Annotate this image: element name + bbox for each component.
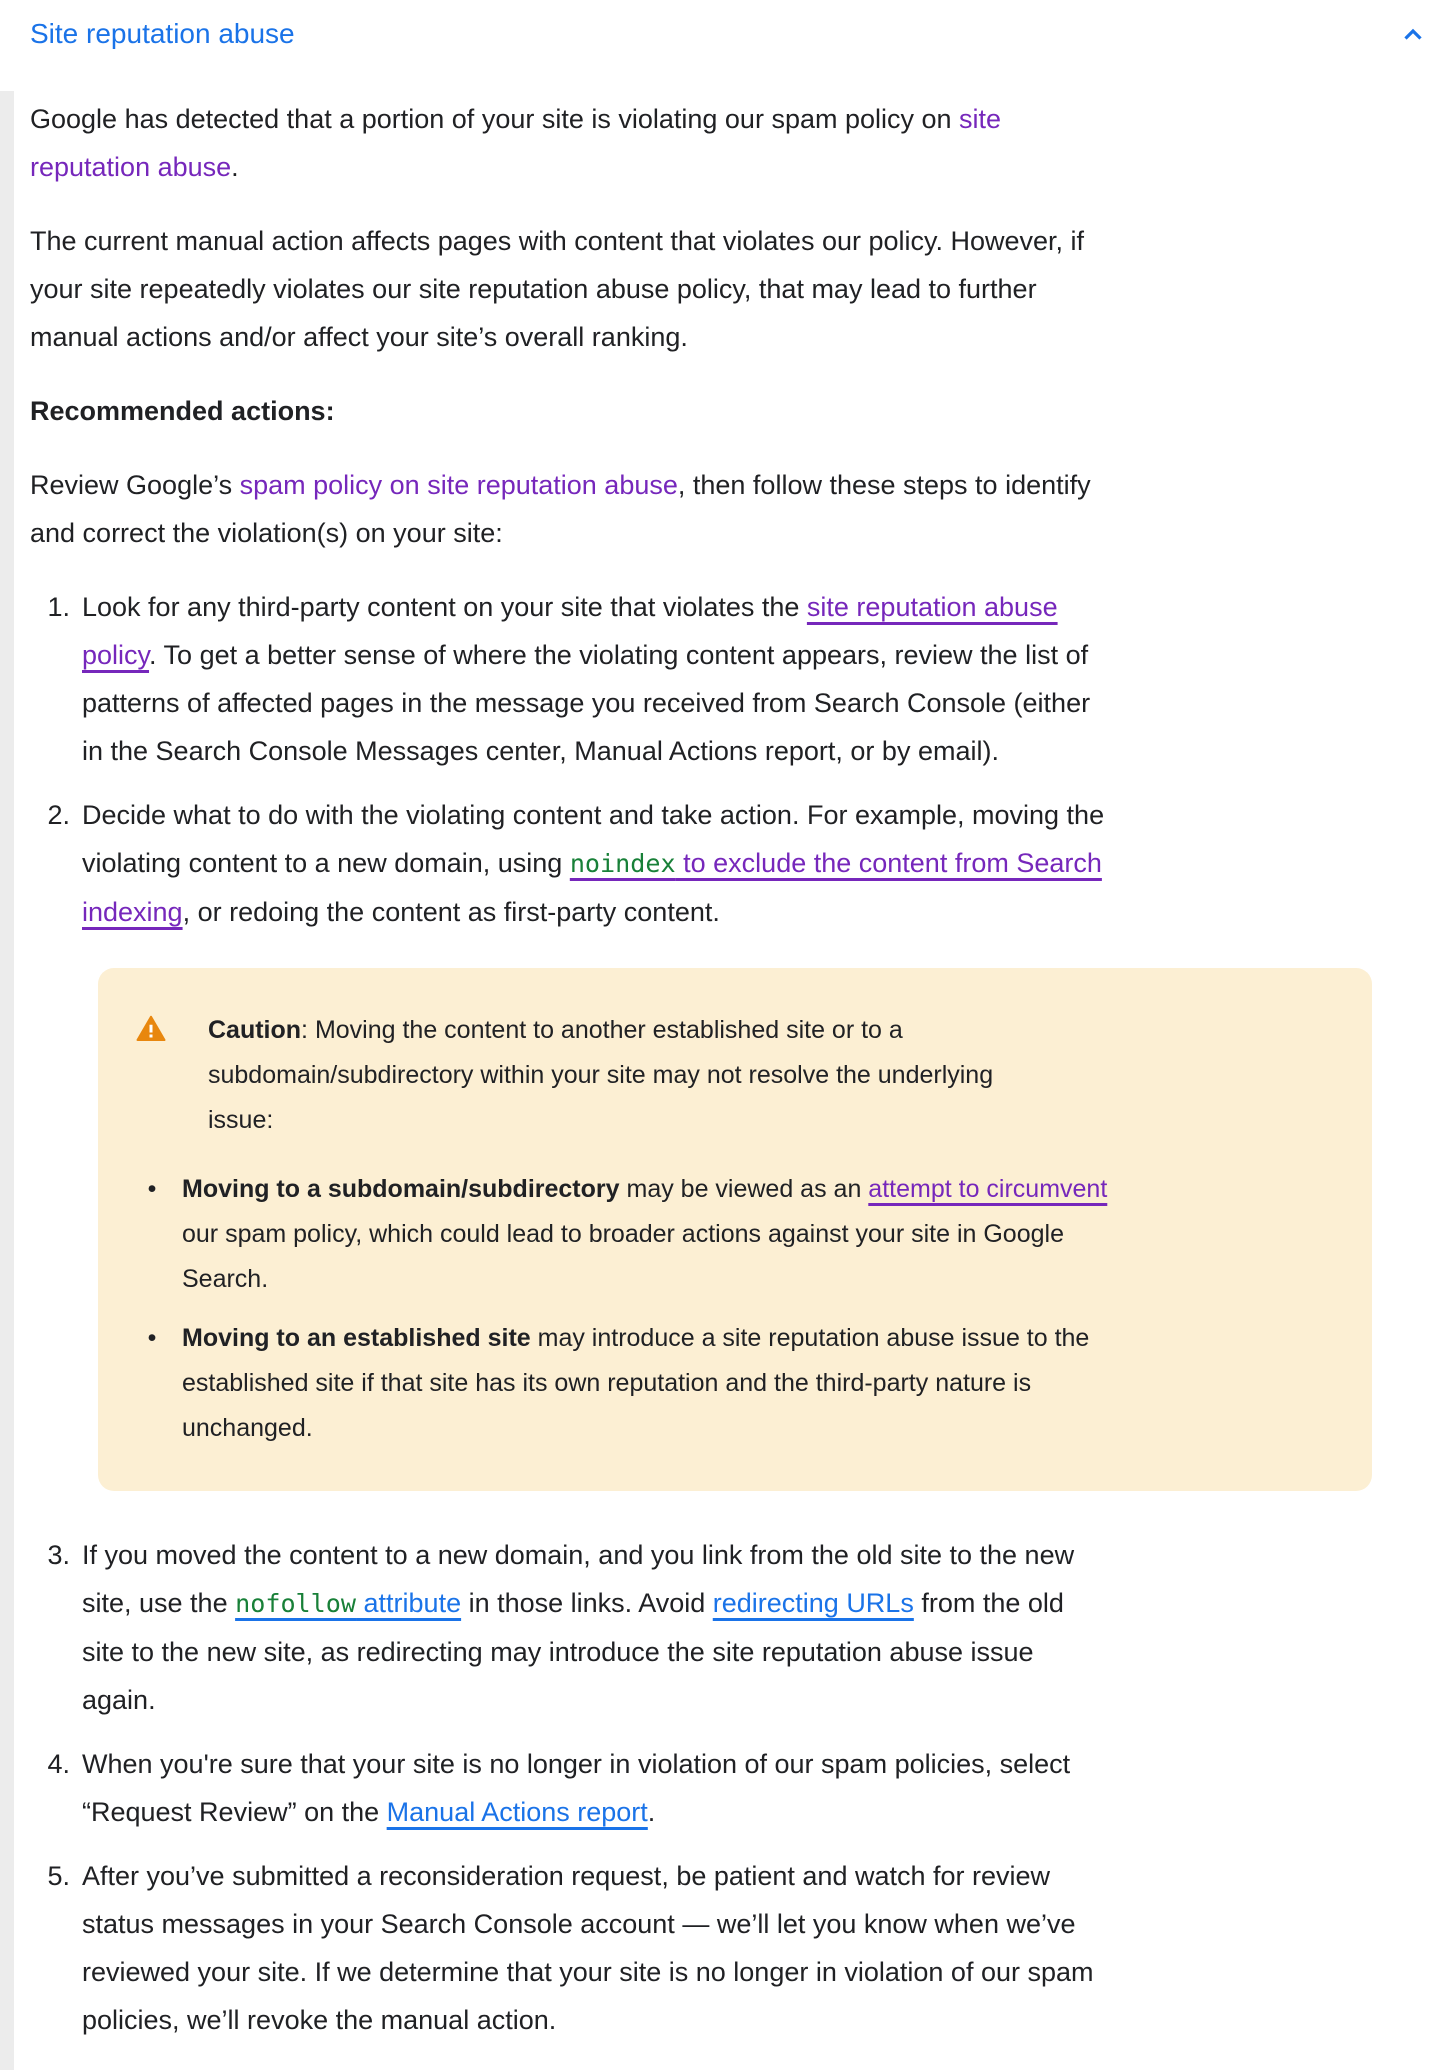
recommended-actions-heading xyxy=(30,387,1110,435)
text-segment: Recommended actions: xyxy=(30,396,335,426)
inline-link[interactable]: site reputation abuse xyxy=(30,104,1002,182)
step-item-2 xyxy=(30,791,1454,936)
inline-link[interactable]: spam policy on site reputation abuse xyxy=(239,470,678,500)
text-segment: . xyxy=(231,152,239,182)
inline-link[interactable]: Manual Actions report xyxy=(386,1797,648,1827)
text-segment: Look for any third-party content on your site that violates the xyxy=(82,592,807,622)
text-segment: The current manual action affects pages with content that violates our policy. However, if your site repeatedly violates our site reputation abuse policy, that may lead to further manual actions and/or affect your site’s overall ranking. xyxy=(30,226,1085,352)
step-item-5 xyxy=(30,1852,1454,2044)
step-item-3 xyxy=(30,1531,1454,1724)
section-title[interactable]: Site reputation abuse xyxy=(30,18,295,49)
caution-bullet xyxy=(146,1167,1332,1302)
inline-link[interactable]: site reputation abuse policy xyxy=(82,592,1058,670)
caution-box xyxy=(98,968,1372,1491)
step-number: 2. xyxy=(47,800,70,830)
caution-header xyxy=(136,1008,1332,1143)
steps-list-3-5 xyxy=(30,1531,1454,2044)
caution-bullet xyxy=(146,1316,1332,1451)
step-number: 3. xyxy=(47,1540,70,1570)
step-text xyxy=(82,1531,1112,1724)
bullet-marker: • xyxy=(147,1324,157,1352)
collapse-section-button[interactable] xyxy=(1396,18,1430,55)
bullet-marker: • xyxy=(147,1175,157,1203)
text-segment: may introduce a site reputation abuse issue to the established site if that site has its own reputation and the third-party nature is unchanged. xyxy=(182,1324,1090,1442)
section-content-panel xyxy=(0,91,1454,2070)
steps-list-1-2 xyxy=(30,583,1454,936)
text-segment: When you're sure that your site is no longer in violation of our spam policies, select “Request Review” on the xyxy=(82,1749,1071,1827)
text-segment: Review Google’s xyxy=(30,470,240,500)
section-header xyxy=(0,0,1454,65)
paragraph-intro xyxy=(30,95,1110,191)
text-segment: : Moving the content to another established site or to a subdomain/subdirectory within your site may not resolve the underlying issue: xyxy=(208,1016,994,1134)
paragraph-current-action xyxy=(30,217,1110,361)
paragraph-review-intro xyxy=(30,461,1110,557)
step-item-1 xyxy=(30,583,1454,775)
text-segment: our spam policy, which could lead to broader actions against your site in Google Search. xyxy=(182,1220,1064,1293)
text-segment: Moving to a subdomain/subdirectory xyxy=(182,1175,620,1203)
inline-link[interactable]: to exclude the content from Search indexing xyxy=(82,848,1102,927)
text-segment: If you moved the content to a new domain, and you link from the old site to the new site, use the xyxy=(82,1540,1075,1618)
text-segment: Caution xyxy=(208,1016,302,1044)
caution-bullet-list xyxy=(136,1167,1332,1451)
step-item-4 xyxy=(30,1740,1454,1836)
text-segment: Google has detected that a portion of your site is violating our spam policy on xyxy=(30,104,960,134)
inline-link[interactable]: redirecting URLs xyxy=(712,1588,914,1618)
text-segment: in those links. Avoid xyxy=(461,1588,713,1618)
caution-bullet-text xyxy=(182,1316,1117,1451)
text-segment: may be viewed as an xyxy=(619,1175,869,1203)
chevron-up-icon xyxy=(1398,38,1428,53)
caution-bullet-text xyxy=(182,1167,1117,1302)
text-segment: , or redoing the content as first-party content. xyxy=(182,897,720,927)
step-text xyxy=(82,1740,1112,1836)
text-segment: Moving to an established site xyxy=(182,1324,531,1352)
text-segment: . To get a better sense of where the violating content appears, review the list of patterns of affected pages in the message you received from Search Console (either in the Search Console Messages center, Manual Actions report, or by email). xyxy=(82,640,1091,766)
indent-bar xyxy=(0,91,14,2070)
caution-text xyxy=(208,1008,1013,1143)
step-number: 4. xyxy=(47,1749,70,1779)
warning-icon xyxy=(136,1014,166,1044)
text-segment: After you’ve submitted a reconsideration request, be patient and watch for review status messages in your Search Console account — we’ll let you know when we’ve reviewed your site. If we determine that your site is no longer in violation of our spam policies, we’ll revoke the manual action. xyxy=(82,1861,1094,2035)
inline-link[interactable]: noindex xyxy=(569,849,676,878)
inline-link[interactable]: attempt to circumvent xyxy=(868,1175,1108,1203)
step-text xyxy=(82,583,1112,775)
text-segment: from the old site to the new site, as redirecting may introduce the site reputation abuse issue again. xyxy=(82,1588,1064,1715)
text-segment: Decide what to do with the violating content and take action. For example, moving the violating content to a new domain, using xyxy=(82,800,1105,878)
inline-link[interactable]: nofollow xyxy=(235,1589,357,1618)
step-number: 5. xyxy=(47,1861,70,1891)
step-number: 1. xyxy=(47,592,70,622)
step-text xyxy=(82,791,1112,936)
section-body xyxy=(14,91,1454,2070)
inline-link[interactable]: attribute xyxy=(356,1588,462,1618)
text-segment: . xyxy=(647,1797,656,1827)
text-segment: , then follow these steps to identify and correct the violation(s) on your site: xyxy=(30,470,1091,548)
step-text xyxy=(82,1852,1112,2044)
